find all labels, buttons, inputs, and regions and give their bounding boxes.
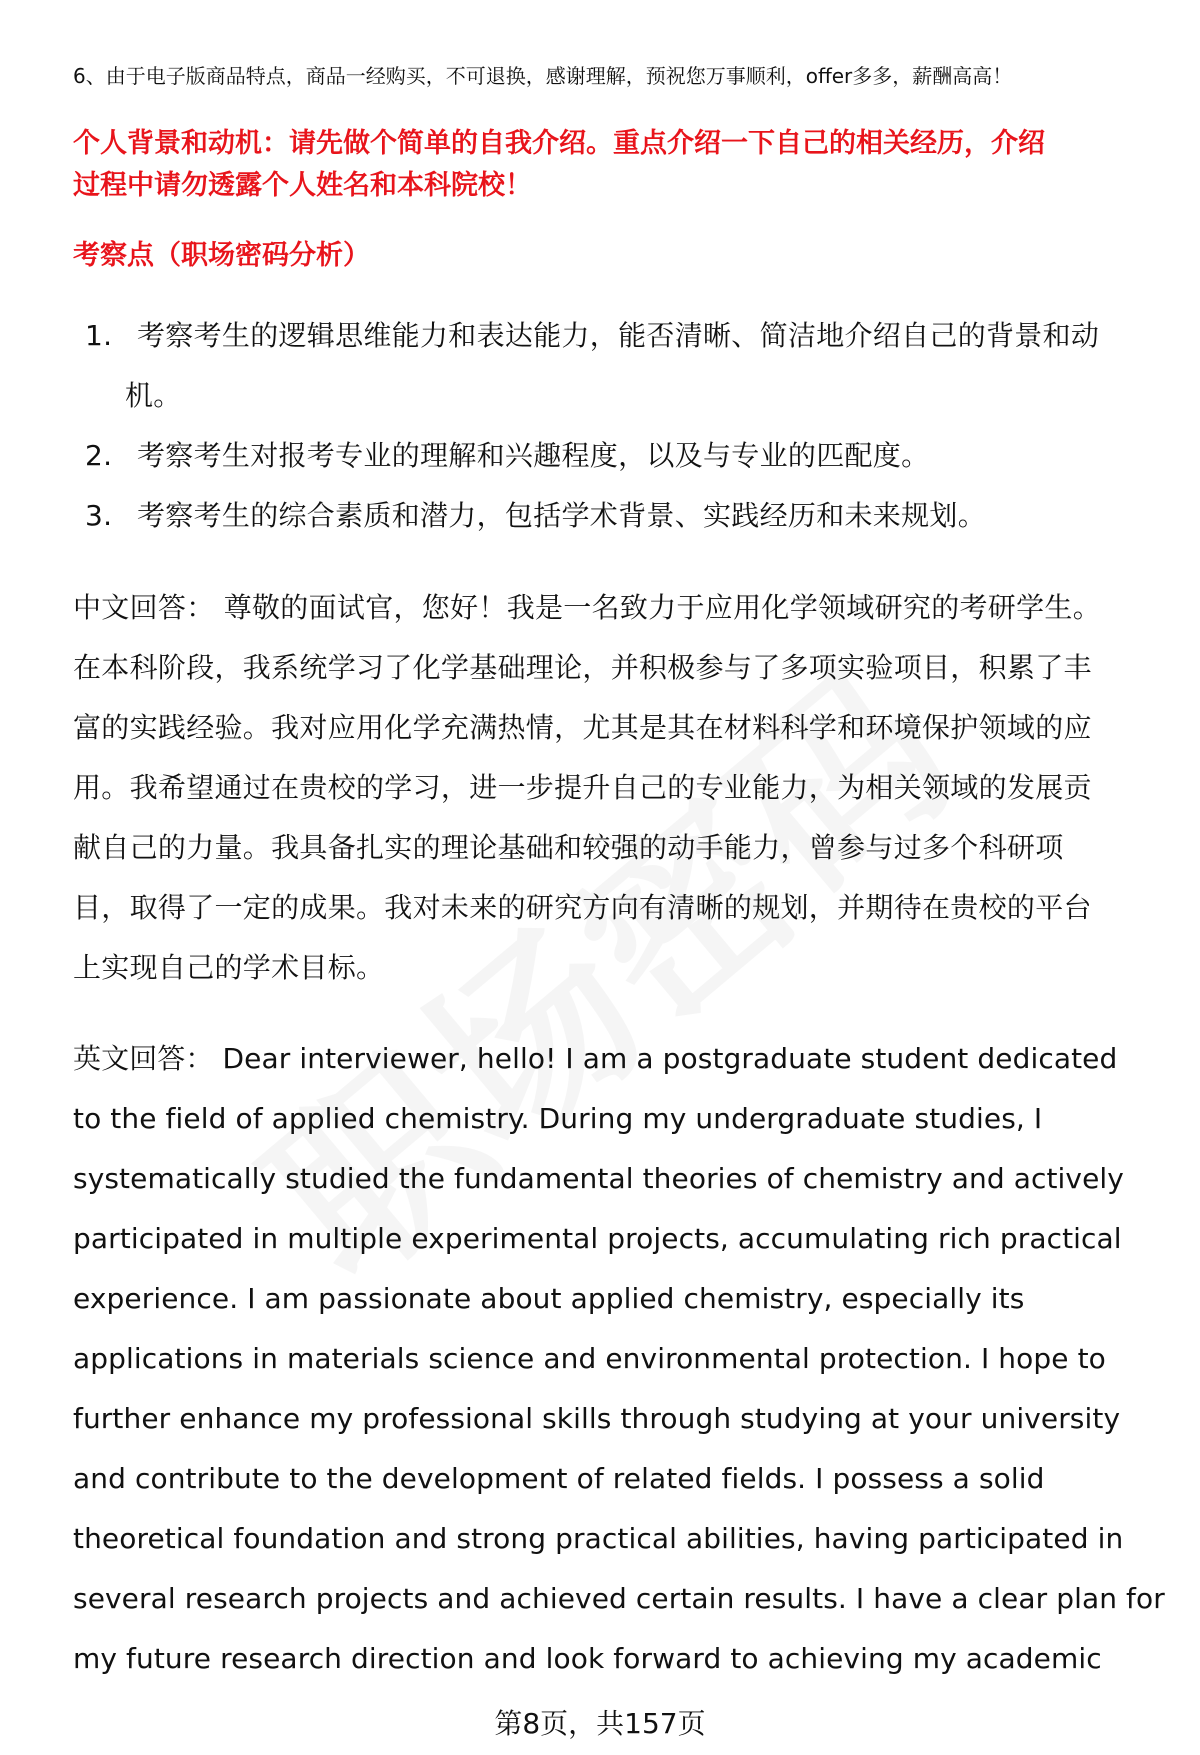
point-number: 2.: [85, 439, 113, 472]
point-item-1: [73, 319, 1100, 352]
cn-answer-line: 中文回答： 尊敬的面试官，您好！我是一名致力于应用化学领域研究的考研学生。: [73, 591, 1102, 624]
en-answer-line: participated in multiple experimental projects, accumulating rich practical: [73, 1222, 1122, 1255]
point-item-2: [73, 439, 930, 472]
en-answer-line: to the field of applied chemistry. During my undergraduate studies, I: [73, 1102, 1043, 1135]
point-item-3: [73, 499, 987, 532]
cn-answer-line: 上实现自己的学术目标。: [73, 951, 385, 984]
point-text: 考察考生的逻辑思维能力和表达能力，能否清晰、简洁地介绍自己的背景和动: [137, 319, 1100, 352]
en-answer-line: applications in materials science and environmental protection. I hope to: [73, 1342, 1106, 1375]
cn-answer-line: 富的实践经验。我对应用化学充满热情，尤其是其在材料科学和环境保护领域的应: [73, 711, 1092, 744]
en-answer-line: experience. I am passionate about applied chemistry, especially its: [73, 1282, 1025, 1315]
question-line-1: 个人背景和动机：请先做个简单的自我介绍。重点介绍一下自己的相关经历，介绍: [73, 128, 1045, 159]
cn-answer-line: 献自己的力量。我具备扎实的理论基础和较强的动手能力，曾参与过多个科研项: [73, 831, 1064, 864]
point-text: 考察考生对报考专业的理解和兴趣程度，以及与专业的匹配度。: [137, 439, 930, 472]
cn-answer-line: 目，取得了一定的成果。我对未来的研究方向有清晰的规划，并期待在贵校的平台: [73, 891, 1092, 924]
purchase-notice: 6、由于电子版商品特点，商品一经购买，不可退换，感谢理解，预祝您万事顺利，offer多多，薪酬高高！: [73, 64, 1013, 88]
point-text: 考察考生的综合素质和潜力，包括学术背景、实践经历和未来规划。: [137, 499, 987, 532]
cn-answer-line: 用。我希望通过在贵校的学习，进一步提升自己的专业能力，为相关领域的发展贡: [73, 771, 1092, 804]
point-number: 3.: [85, 499, 113, 532]
en-answer-line: theoretical foundation and strong practical abilities, having participated in: [73, 1522, 1124, 1555]
page-number: 第8页，共157页: [494, 1707, 706, 1740]
en-answer-line: systematically studied the fundamental theories of chemistry and actively: [73, 1162, 1124, 1195]
en-answer-line: further enhance my professional skills through studying at your university: [73, 1402, 1121, 1435]
en-answer-line: 英文回答： Dear interviewer, hello! I am a postgraduate student dedicated: [73, 1042, 1118, 1075]
en-answer-line: several research projects and achieved certain results. I have a clear plan for: [73, 1582, 1165, 1615]
en-answer-line: and contribute to the development of related fields. I possess a solid: [73, 1462, 1045, 1495]
points-title: 考察点（职场密码分析）: [73, 240, 370, 271]
cn-answer-line: 在本科阶段，我系统学习了化学基础理论，并积极参与了多项实验项目，积累了丰: [73, 651, 1092, 684]
point-item-1-cont: 机。: [125, 379, 182, 412]
point-number: 1.: [85, 319, 113, 352]
en-answer-line: my future research direction and look forward to achieving my academic: [73, 1642, 1102, 1675]
question-line-2: 过程中请勿透露个人姓名和本科院校！: [73, 170, 532, 201]
